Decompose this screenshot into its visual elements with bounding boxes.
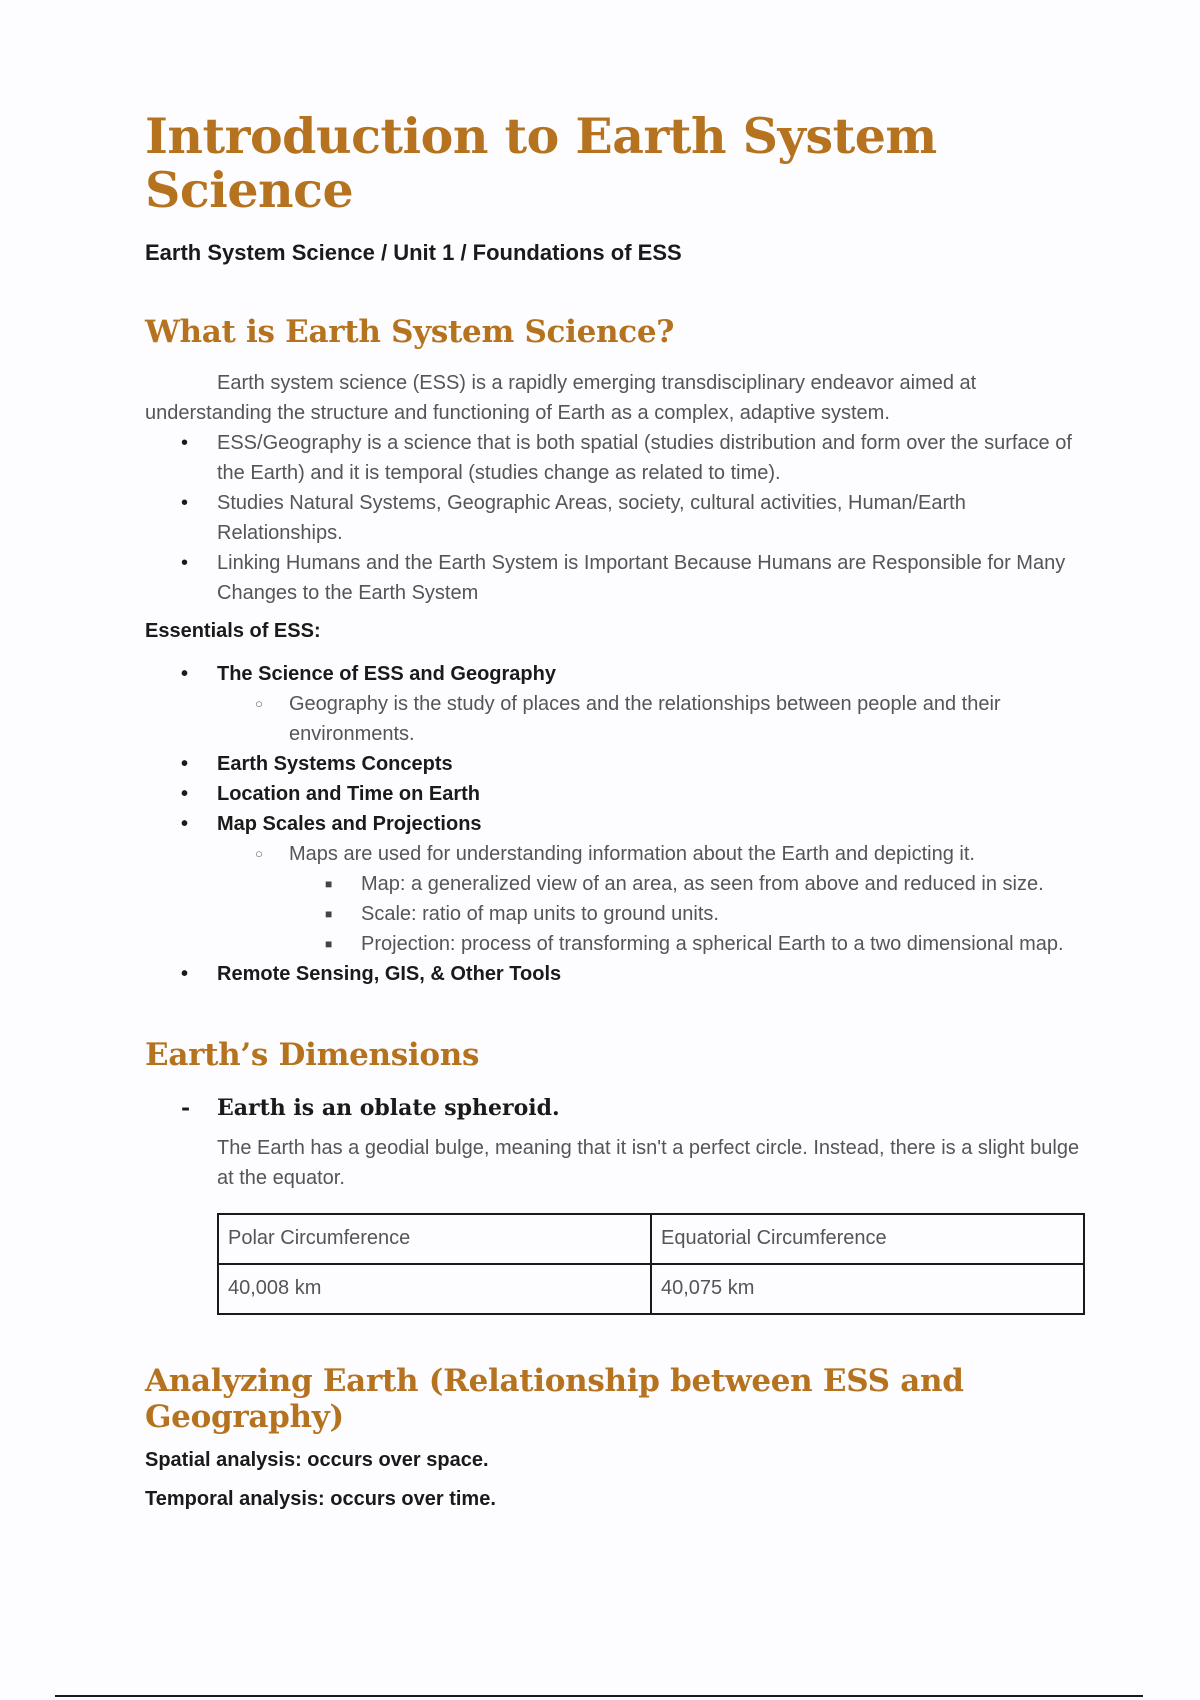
section-heading-earth-dimensions: Earth’s Dimensions: [145, 1036, 480, 1073]
oblate-spheroid-heading: - Earth is an oblate spheroid.: [145, 1095, 1085, 1121]
essential-item: • Location and Time on Earth: [145, 779, 1085, 809]
table-cell: 40,008 km: [218, 1264, 651, 1314]
list-item: • Studies Natural Systems, Geographic Areas, society, cultural activities, Human/Earth Relationships.: [145, 488, 1085, 548]
table-header-cell: Equatorial Circumference: [651, 1214, 1084, 1264]
intro-paragraph: Earth system science (ESS) is a rapidly emerging transdisciplinary endeavor aimed at understanding the structure and functioning of Earth as a complex, adaptive system.: [145, 371, 977, 424]
essential-item: • Remote Sensing, GIS, & Other Tools: [145, 959, 1085, 989]
essential-subsubitem: ■ Projection: process of transforming a spherical Earth to a two dimensional map.: [145, 929, 1085, 959]
circumference-table: [217, 1213, 1085, 1315]
essential-item: • Earth Systems Concepts: [145, 749, 1085, 779]
ess-bullet-list: [145, 428, 1085, 608]
table-row: [218, 1214, 1084, 1264]
essential-item: • The Science of ESS and Geography: [145, 659, 1085, 689]
table-cell: 40,075 km: [651, 1264, 1084, 1314]
spatial-analysis-text: Spatial analysis: occurs over space.: [145, 1448, 489, 1471]
essential-subsubitem: ■ Scale: ratio of map units to ground units.: [145, 899, 1085, 929]
geodial-bulge-paragraph: The Earth has a geodial bulge, meaning that it isn't a perfect circle. Instead, there is a slight bulge at the equator.: [217, 1136, 1080, 1189]
section-heading-analyzing-earth: Analyzing Earth (Relationship between ESS and Geography): [145, 1362, 964, 1435]
essential-item: • Map Scales and Projections: [145, 809, 1085, 839]
essential-subsubitem: ■ Map: a generalized view of an area, as seen from above and reduced in size.: [145, 869, 1085, 899]
list-item: • ESS/Geography is a science that is both spatial (studies distribution and form over the surface of the Earth) and it is temporal (studies change as related to time).: [145, 428, 1085, 488]
breadcrumb: Earth System Science / Unit 1 / Foundations of ESS: [145, 239, 682, 265]
page-title: Introduction to Earth System Science: [145, 107, 937, 219]
table-row: [218, 1264, 1084, 1314]
essential-subitem: ○ Maps are used for understanding information about the Earth and depicting it.: [145, 839, 1085, 869]
table-header-cell: Polar Circumference: [218, 1214, 651, 1264]
list-item: • Linking Humans and the Earth System is Important Because Humans are Responsible for Many Changes to the Earth System: [145, 548, 1085, 608]
essentials-heading: Essentials of ESS:: [145, 619, 321, 642]
section-heading-what-is-ess: What is Earth System Science?: [145, 313, 675, 350]
essentials-list: [145, 659, 1085, 989]
temporal-analysis-text: Temporal analysis: occurs over time.: [145, 1487, 496, 1510]
document-page: [145, 107, 1085, 1511]
page-bottom-divider: [55, 1695, 1143, 1697]
essential-subitem: ○ Geography is the study of places and the relationships between people and their environments.: [145, 689, 1085, 749]
